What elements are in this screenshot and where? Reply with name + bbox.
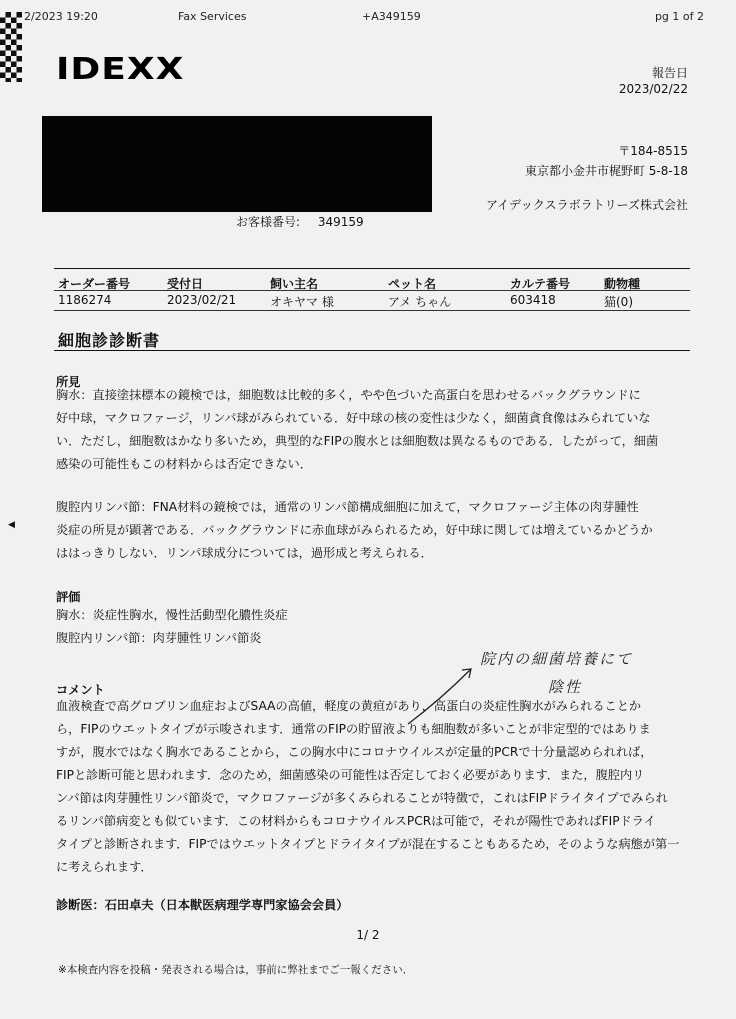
title-rule xyxy=(54,350,690,351)
comment-paragraph xyxy=(56,695,696,879)
evaluation-heading: 評価 xyxy=(56,590,81,604)
lab-company: アイデックスラボラトリーズ株式会社 xyxy=(486,198,688,212)
report-date: 2023/02/22 xyxy=(618,82,688,96)
text-line: 感染の可能性もこの材料からは否定できない． xyxy=(56,457,312,471)
idexx-logo: IDEXX xyxy=(56,52,185,87)
text-line: るリンパ節病変とも似ています．この材料からもコロナウイルスPCRは可能で，それが陽性であればFIPドライ xyxy=(56,814,656,828)
text-line: い．ただし，細胞数はかなり多いため，典型的なFIPの腹水とは細胞数は異なるものである．したがって，細菌 xyxy=(56,434,659,448)
header-chart-number: カルテ番号 xyxy=(510,277,571,291)
findings-lymph-paragraph xyxy=(56,496,696,565)
text-line: 炎症の所見が顕著である．バックグラウンドに赤血球がみられるため，好中球に関しては増えているかどうか xyxy=(56,523,653,537)
lab-postal-code: 〒184-8515 xyxy=(618,144,688,158)
header-order-number: オーダー番号 xyxy=(58,277,131,291)
text-line: すが，腹水ではなく胸水であることから，この胸水中にコロナウイルスが定量的PCRで十分量認められれば， xyxy=(56,745,653,759)
header-species: 動物種 xyxy=(604,277,641,291)
fax-edge-pattern xyxy=(0,12,22,82)
redacted-block xyxy=(42,116,432,212)
text-line: 好中球，マクロファージ，リンパ球がみられている．好中球の核の変性は少なく，細菌貪食像はみられていな xyxy=(56,411,651,425)
pet-name: アメ ちゃん xyxy=(388,295,452,309)
text-line: ら，FIPのウエットタイプが示唆されます．通常のFIPの貯留液よりも細胞数が多いことが非定型的ではありま xyxy=(56,722,651,736)
fax-number: +A349159 xyxy=(362,10,421,23)
text-line: に考えられます． xyxy=(56,860,153,874)
text-line: 胸水：炎症性胸水，慢性活動型化膿性炎症 xyxy=(56,608,288,622)
customer-number-row xyxy=(236,213,378,230)
text-line: ンパ節は肉芽腫性リンパ節炎で，マクロファージが多くみられることが特徴で，これはFIPドライタイプでみられ xyxy=(56,791,668,805)
fax-page: pg 1 of 2 xyxy=(654,10,704,23)
report-date-label: 報告日 xyxy=(651,66,688,80)
text-line: ははっきりしない．リンパ球成分については，過形成と考えられる． xyxy=(56,546,433,560)
page-number: 1/ 2 xyxy=(356,928,380,942)
text-line: 胸水：直接塗抹標本の鏡検では，細胞数は比較的多く，やや色づいた高蛋白を思わせるバックグラウンドに xyxy=(56,388,641,402)
text-line: 腹腔内リンパ節：肉芽腫性リンパ節炎 xyxy=(56,631,262,645)
text-line: FIPと診断可能と思われます．念のため，細菌感染の可能性は否定しておく必要があります．また，腹腔内リ xyxy=(56,768,645,782)
handwritten-note-line1: 院内の細菌培養にて xyxy=(480,650,634,668)
footer-note: ※本検査内容を投稿・発表される場合は，事前に弊社までご一報ください． xyxy=(58,964,414,976)
header-received-date: 受付日 xyxy=(167,277,204,291)
text-line: 血液検査で高グロブリン血症およびSAAの高値，軽度の黄疸があり，高蛋白の炎症性胸水がみられることか xyxy=(56,699,642,713)
fax-edge-mark: ◀ xyxy=(8,520,15,530)
table-header-rule xyxy=(54,290,690,291)
owner-name: オキヤマ 様 xyxy=(270,295,334,309)
table-bottom-rule xyxy=(54,310,690,311)
document-title: 細胞診診断書 xyxy=(58,331,161,350)
chart-number: 603418 xyxy=(510,293,556,307)
fax-datetime: 2/2023 19:20 xyxy=(24,10,98,23)
findings-pleural-paragraph xyxy=(56,384,696,476)
species: 猫(0) xyxy=(604,295,633,309)
order-number: 1186274 xyxy=(58,293,112,307)
header-pet-name: ペット名 xyxy=(388,277,437,291)
text-line: 腹腔内リンパ節：FNA材料の鏡検では，通常のリンパ節構成細胞に加えて，マクロファージ主体の肉芽腫性 xyxy=(56,500,639,514)
customer-number: 349159 xyxy=(317,215,364,229)
text-line: タイプと診断されます．FIPではウエットタイプとドライタイプが混在することもあるため，そのような病態が第一 xyxy=(56,837,680,851)
header-owner-name: 飼い主名 xyxy=(270,277,319,291)
table-top-rule xyxy=(54,268,690,269)
customer-number-label: お客様番号: xyxy=(236,215,301,229)
findings-heading: 所見 xyxy=(56,375,81,389)
received-date: 2023/02/21 xyxy=(167,293,237,307)
evaluation-paragraph xyxy=(56,604,696,650)
lab-address: 東京都小金井市梶野町 5-8-18 xyxy=(524,164,688,178)
handwritten-note-line2: 陰性 xyxy=(548,678,583,696)
fax-service: Fax Services xyxy=(178,10,247,23)
comment-heading: コメント xyxy=(56,683,105,697)
diagnosing-doctor: 診断医：石田卓夫（日本獣医病理学専門家協会会員） xyxy=(56,898,349,912)
